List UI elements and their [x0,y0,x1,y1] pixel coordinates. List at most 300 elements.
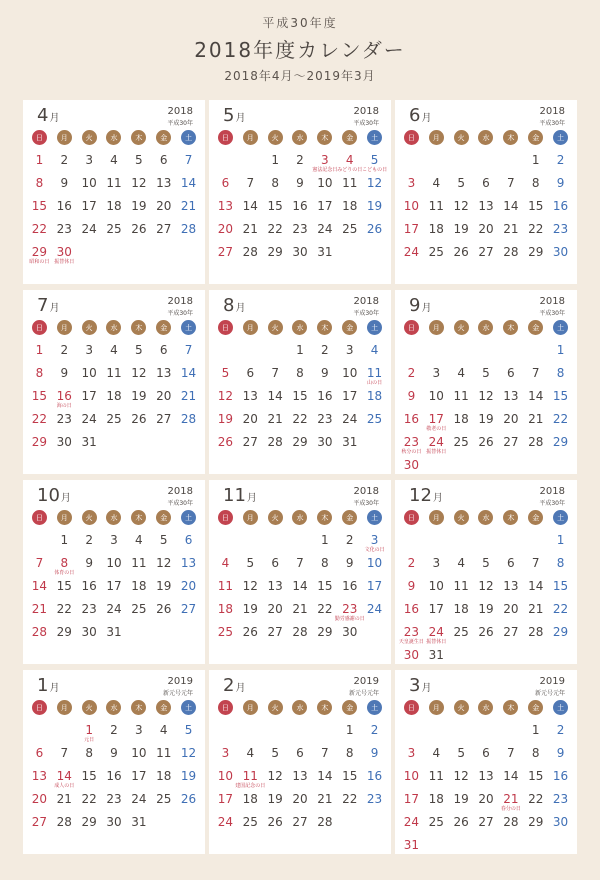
day-cell: 2 [556,153,565,167]
weekday-badge: 木 [131,510,146,525]
day-cell: 13 [478,769,494,783]
weekday-badge: 月 [429,320,444,335]
month-year: 2018 [539,486,565,497]
day-cell: 15 [31,389,48,403]
weekday-badge: 水 [478,700,493,715]
day-cell: 22 [292,412,308,426]
day-grid [27,721,201,836]
month-suffix: 月 [235,113,246,124]
day-cell: 18 [242,792,258,806]
weekday-badge: 金 [156,510,171,525]
month-suffix: 月 [246,493,257,504]
weekday-row [27,130,201,148]
weekday-badge: 月 [429,130,444,145]
weekday-badge: 火 [268,320,283,335]
weekday-badge: 日 [404,320,419,335]
month-year: 2019 [539,676,565,687]
day-cell: 31 [131,815,147,829]
holiday-name: 昭和の日 [29,259,50,265]
day-cell: 16 [342,579,358,593]
month-era: 平成30年 [539,120,565,127]
day-cell: 18 [106,199,122,213]
weekday-badge: 月 [243,510,258,525]
day-cell: 8 体育の日 [52,554,77,577]
weekday-badge: 月 [57,130,72,145]
day-cell: 20 [156,199,172,213]
weekday-row [399,320,573,338]
months-grid [23,100,577,854]
day-cell: 4 [370,343,379,357]
day-cell: 17 [317,199,333,213]
day-cell: 1 [296,343,304,357]
day-cell: 5 [482,556,490,570]
day-cell: 8 [556,556,565,570]
weekday-badge: 木 [317,130,332,145]
month-number: 1月 [37,675,60,696]
day-cell: 7 [184,343,193,357]
day-cell: 16 [56,199,72,213]
day-cell: 19 [453,222,469,236]
day-cell: 15 [56,579,72,593]
day-cell: 14 [180,366,197,380]
month-suffix: 月 [421,303,432,314]
day-cell: 15 [552,389,569,403]
day-cell: 4 みどりの日 [337,151,362,174]
day-cell: 4 [432,746,441,760]
day-cell: 19 [131,199,147,213]
day-cell: 17 [81,199,97,213]
day-cell: 28 [317,815,333,829]
day-cell: 6 [35,746,44,760]
day-cell: 6 [507,556,515,570]
day-cell: 3 [345,343,354,357]
calendar-header [0,0,600,82]
day-cell: 1 [556,533,565,547]
day-cell: 24 振替休日 [424,623,449,646]
day-cell: 29 [528,245,544,259]
day-cell: 7 [531,366,540,380]
day-cell: 11 [453,579,469,593]
day-cell: 8 [556,366,565,380]
day-cell: 7 [296,556,304,570]
day-cell: 29 [552,625,569,639]
day-grid [213,721,387,836]
day-cell: 16 [106,769,122,783]
day-cell: 25 [453,625,469,639]
day-cell: 13 [156,366,172,380]
day-cell: 7 [271,366,279,380]
day-cell: 30 [81,625,97,639]
day-grid [27,341,201,456]
month-card [209,100,391,284]
day-cell: 24 [106,602,122,616]
day-cell: 8 [35,176,44,190]
weekday-badge: 木 [131,320,146,335]
day-cell: 8 [321,556,329,570]
day-cell: 10 [342,366,358,380]
day-cell: 7 [35,556,44,570]
day-cell: 31 [81,435,97,449]
day-cell: 13 [478,199,494,213]
day-cell: 21 春分の日 [498,790,523,813]
day-cell: 7 [60,746,69,760]
day-cell: 11 [106,176,122,190]
day-cell: 7 [246,176,255,190]
day-cell: 28 [503,815,519,829]
day-cell: 28 [292,625,308,639]
day-cell: 19 [366,199,383,213]
day-cell: 9 [556,746,565,760]
day-cell: 9 [85,556,93,570]
day-cell: 3 [85,153,93,167]
day-cell: 12 [242,579,258,593]
month-header [399,480,573,508]
weekday-badge: 水 [292,320,307,335]
weekday-row [27,510,201,528]
day-cell: 4 [159,723,168,737]
month-header [27,480,201,508]
day-cell: 22 [317,602,333,616]
day-cell: 13 [31,769,48,783]
day-cell: 21 [180,199,197,213]
weekday-row [27,320,201,338]
weekday-badge: 月 [57,320,72,335]
day-cell: 1 [345,723,354,737]
month-year: 2019 [353,676,379,687]
day-cell: 9 [321,366,329,380]
day-cell: 9 [110,746,118,760]
day-cell: 2 [60,153,69,167]
month-card [209,290,391,474]
weekday-badge: 土 [553,510,568,525]
day-cell: 20 [478,222,494,236]
day-cell: 13 [503,579,519,593]
month-card [395,290,577,474]
page-title: 2018年度カレンダー [194,38,406,62]
day-cell: 14 [267,389,283,403]
day-cell: 4 [221,556,230,570]
day-cell: 30 振替休日 [52,243,77,266]
weekday-badge: 月 [429,510,444,525]
day-cell: 11 [342,176,358,190]
weekday-badge: 金 [528,130,543,145]
day-cell: 21 [31,602,48,616]
day-cell: 29 [31,435,48,449]
day-cell: 20 [478,792,494,806]
day-cell: 17 [217,792,234,806]
day-cell: 21 [528,412,544,426]
day-grid [213,531,387,646]
weekday-badge: 木 [317,320,332,335]
day-cell: 13 [156,176,172,190]
day-cell: 3 [407,176,416,190]
day-cell: 23 天皇誕生日 [399,623,424,646]
day-cell: 7 [184,153,193,167]
day-cell: 23 [106,792,122,806]
weekday-badge: 月 [243,320,258,335]
day-cell: 24 [217,815,234,829]
month-year: 2018 [353,486,379,497]
day-cell: 4 [432,176,441,190]
day-cell: 21 [242,222,258,236]
day-cell: 4 [110,153,118,167]
day-cell: 2 [296,153,304,167]
day-cell: 25 [342,222,358,236]
day-cell: 25 [428,245,444,259]
day-cell: 21 [317,792,333,806]
day-cell: 7 [507,746,515,760]
holiday-name: 成人の日 [54,783,75,789]
day-cell: 27 [156,412,172,426]
month-number: 8月 [223,295,246,316]
day-cell: 13 [292,769,308,783]
weekday-badge: 火 [82,130,97,145]
day-cell: 1 [556,343,565,357]
day-cell: 2 [556,723,565,737]
day-cell: 16 [366,769,383,783]
month-header [213,480,387,508]
weekday-row [213,320,387,338]
day-cell: 22 [528,222,544,236]
day-cell: 12 [131,366,147,380]
month-year: 2018 [353,296,379,307]
weekday-badge: 火 [268,510,283,525]
weekday-badge: 金 [342,320,357,335]
weekday-row [213,130,387,148]
day-cell: 21 [180,389,197,403]
day-cell: 24 [317,222,333,236]
day-cell: 5 [457,176,465,190]
day-cell: 7 [321,746,329,760]
day-cell: 5 [135,153,143,167]
day-cell: 10 [317,176,333,190]
day-cell: 2 [321,343,329,357]
month-era: 平成30年 [353,120,379,127]
day-cell: 29 [528,815,544,829]
day-cell: 31 [428,648,444,662]
weekday-badge: 水 [478,320,493,335]
day-cell: 27 [31,815,48,829]
day-cell: 27 [478,245,494,259]
weekday-badge: 土 [367,320,382,335]
day-cell: 17 [403,222,420,236]
day-cell: 1 [35,153,44,167]
day-cell: 20 [156,389,172,403]
day-cell: 28 [180,412,197,426]
day-cell: 31 [317,245,333,259]
month-number: 6月 [409,105,432,126]
day-cell: 16 [317,389,333,403]
month-header [399,100,573,128]
day-cell: 16 [81,579,97,593]
day-cell: 3 憲法記念日 [312,151,337,174]
day-cell: 14 [503,199,519,213]
day-cell: 5 [246,556,255,570]
day-cell: 2 [370,723,379,737]
month-header [27,670,201,698]
day-cell: 13 [267,579,283,593]
day-cell: 6 [159,153,168,167]
weekday-badge: 土 [181,510,196,525]
day-cell: 12 [453,769,469,783]
day-cell: 18 [428,792,444,806]
day-cell: 20 [267,602,283,616]
weekday-badge: 水 [292,700,307,715]
month-year: 2018 [167,296,193,307]
weekday-badge: 日 [32,510,47,525]
weekday-badge: 木 [503,320,518,335]
day-cell: 17 [342,389,358,403]
day-cell: 28 [31,625,48,639]
holiday-name: 振替休日 [54,259,75,265]
day-cell: 11 山の日 [362,364,387,387]
month-header [399,670,573,698]
day-cell: 11 [217,579,234,593]
day-cell: 20 [31,792,48,806]
weekday-badge: 土 [553,130,568,145]
day-cell: 2 [407,556,416,570]
holiday-name: 振替休日 [426,449,447,455]
day-cell: 5 [482,366,490,380]
day-cell: 27 [267,625,283,639]
month-year: 2019 [167,676,193,687]
day-cell: 23 [292,222,308,236]
day-cell: 27 [180,602,197,616]
weekday-badge: 土 [553,320,568,335]
day-cell: 14 [528,389,544,403]
weekday-badge: 木 [503,700,518,715]
day-cell: 25 [428,815,444,829]
day-grid [213,341,387,456]
day-cell: 25 [242,815,258,829]
day-cell: 22 [552,412,569,426]
day-cell: 9 [60,176,69,190]
day-cell: 12 [478,579,494,593]
day-cell: 30 [56,435,72,449]
month-suffix: 月 [421,683,432,694]
day-cell: 19 [267,792,283,806]
day-cell: 3 [221,746,230,760]
month-era: 新元号元年 [534,690,565,697]
holiday-name: 建国記念の日 [235,783,266,789]
day-cell: 2 [110,723,118,737]
holiday-name: 憲法記念日 [312,167,338,173]
day-cell: 6 [159,343,168,357]
day-cell: 28 [267,435,283,449]
day-cell: 8 [35,366,44,380]
weekday-badge: 木 [131,700,146,715]
month-number: 3月 [409,675,432,696]
weekday-badge: 水 [106,700,121,715]
day-cell: 22 [31,222,48,236]
holiday-name: 海の日 [56,403,72,409]
weekday-badge: 日 [218,130,233,145]
day-cell: 17 敬老の日 [424,410,449,433]
date-range: 2018年4月～2019年3月 [224,69,376,83]
day-cell: 7 [507,176,515,190]
day-cell: 22 [342,792,358,806]
day-cell: 21 [56,792,72,806]
day-cell: 14 [292,579,308,593]
holiday-name: 勤労感謝の日 [334,616,365,622]
month-suffix: 月 [60,493,71,504]
weekday-badge: 日 [32,700,47,715]
day-cell: 11 [453,389,469,403]
month-header [213,670,387,698]
day-cell: 19 [217,412,234,426]
weekday-badge: 金 [342,130,357,145]
day-cell: 23 [56,222,72,236]
weekday-badge: 月 [57,510,72,525]
day-cell: 1 [321,533,329,547]
day-cell: 25 [106,412,122,426]
day-cell: 9 [370,746,379,760]
day-cell: 26 [267,815,283,829]
day-cell: 21 [267,412,283,426]
day-cell: 6 [482,746,490,760]
day-grid [399,151,573,266]
day-cell: 27 [156,222,172,236]
month-year: 2018 [539,296,565,307]
day-cell: 10 [403,199,420,213]
day-cell: 28 [528,625,544,639]
day-cell: 12 [478,389,494,403]
day-cell: 28 [242,245,258,259]
day-cell: 26 [131,222,147,236]
day-cell: 27 [217,245,234,259]
month-era: 平成30年 [167,500,193,507]
day-cell: 30 [403,458,420,472]
day-cell: 14 [503,769,519,783]
weekday-badge: 日 [404,700,419,715]
day-cell: 25 [131,602,147,616]
month-suffix: 月 [421,113,432,124]
day-cell: 6 [296,746,304,760]
month-number: 5月 [223,105,246,126]
day-cell: 19 [180,769,197,783]
day-cell: 6 [482,176,490,190]
day-cell: 10 [81,176,97,190]
weekday-badge: 水 [478,510,493,525]
day-cell: 22 [552,602,569,616]
day-cell: 10 [81,366,97,380]
day-cell: 31 [106,625,122,639]
day-cell: 21 [528,602,544,616]
day-cell: 14 [242,199,258,213]
month-number: 10月 [37,485,71,506]
weekday-badge: 木 [317,510,332,525]
day-cell: 6 [246,366,255,380]
day-cell: 19 [453,792,469,806]
day-cell: 11 [428,769,444,783]
day-cell: 4 [457,366,465,380]
day-cell: 5 [271,746,279,760]
day-cell: 12 [180,746,197,760]
month-number: 12月 [409,485,443,506]
holiday-name: 天皇誕生日 [398,639,424,645]
month-header [213,290,387,318]
day-cell: 23 [317,412,333,426]
day-cell: 9 [407,579,416,593]
weekday-badge: 月 [243,700,258,715]
era-label: 平成30年度 [262,16,338,30]
day-cell: 30 [552,245,569,259]
weekday-badge: 土 [367,700,382,715]
day-cell: 20 [503,602,519,616]
day-cell: 26 [478,435,494,449]
month-card [23,290,205,474]
day-cell: 19 [131,389,147,403]
